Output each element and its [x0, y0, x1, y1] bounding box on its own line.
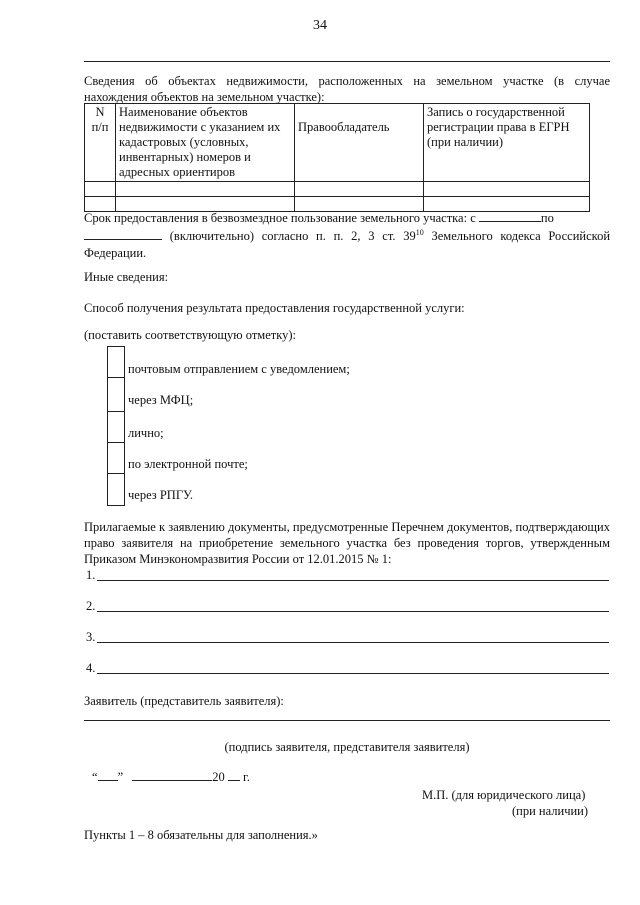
table-row	[85, 182, 590, 197]
doc-line-3-number: 3.	[86, 630, 96, 644]
doc-line-4-field[interactable]	[97, 661, 609, 674]
other-info-label: Иные сведения:	[84, 270, 169, 284]
date-year-prefix: 20	[212, 770, 225, 784]
checkbox-rpgu[interactable]	[107, 473, 125, 506]
table-header-row	[85, 104, 590, 182]
table-cell[interactable]	[295, 182, 424, 197]
date-year-field[interactable]	[228, 768, 240, 781]
doc-line-2-number: 2.	[86, 599, 96, 613]
option-mfc-label: через МФЦ;	[128, 393, 194, 407]
term-text-1: Срок предоставления в безвозмездное пользование земельного участка: с	[84, 211, 476, 225]
term-start-field[interactable]	[479, 209, 541, 222]
option-post-label: почтовым отправлением с уведомлением;	[128, 362, 350, 376]
top-rule	[84, 61, 610, 62]
date-year-suffix: г.	[243, 770, 250, 784]
page-number: 34	[313, 18, 327, 33]
date-month-field[interactable]	[132, 768, 212, 781]
checkbox-mfc[interactable]	[107, 377, 125, 412]
stamp-line-1: М.П. (для юридического лица)	[422, 788, 586, 802]
term-superscript: 10	[415, 227, 424, 237]
doc-line-4-number: 4.	[86, 661, 96, 675]
header-registration: Запись о государственной регистрации права в ЕГРН (при наличии)	[424, 104, 590, 182]
applicant-label: Заявитель (представитель заявителя):	[84, 694, 284, 708]
doc-line-1-number: 1.	[86, 568, 96, 582]
objects-intro: Сведения об объектах недвижимости, расположенных на земельном участке (в случае нахождения объектов на земельном участке):	[84, 74, 610, 104]
header-owner: Правообладатель	[295, 104, 424, 182]
header-num: N п/п	[85, 104, 116, 182]
term-text-2: по	[540, 211, 554, 225]
date-open-quote: “	[92, 770, 98, 784]
applicant-signature-line[interactable]	[84, 708, 610, 721]
term-end-field[interactable]	[84, 227, 162, 240]
option-email-label: по электронной почте;	[128, 457, 248, 471]
term-paragraph	[84, 209, 610, 262]
term-text-4: Земельного кодекса Российской Федерации.	[84, 229, 611, 260]
result-method-label: Способ получения результата предоставления государственной услуги:	[84, 301, 465, 315]
table-cell[interactable]	[424, 182, 590, 197]
doc-line-3-field[interactable]	[97, 630, 609, 643]
date-close-quote: ”	[117, 770, 124, 784]
doc-line-2-field[interactable]	[97, 599, 609, 612]
checkbox-in-person[interactable]	[107, 411, 125, 443]
header-objects: Наименование объектов недвижимости с указанием их кадастровых (условных, инвентарных) номеров и адресных ориентиров	[116, 104, 295, 182]
stamp-line-2: (при наличии)	[512, 804, 589, 818]
date-line	[92, 768, 250, 785]
option-rpgu-label: через РПГУ.	[128, 488, 193, 502]
mark-hint: (поставить соответствующую отметку):	[84, 328, 297, 342]
footer-note: Пункты 1 – 8 обязательны для заполнения.»	[84, 828, 318, 842]
option-in-person-label: лично;	[128, 426, 164, 440]
checkbox-email[interactable]	[107, 442, 125, 474]
signature-caption: (подпись заявителя, представителя заявителя)	[224, 740, 470, 754]
doc-line-1-field[interactable]	[97, 568, 609, 581]
objects-table	[84, 103, 590, 212]
checkbox-post[interactable]	[107, 346, 125, 378]
table-cell[interactable]	[85, 182, 116, 197]
attached-docs-paragraph: Прилагаемые к заявлению документы, предусмотренные Перечнем документов, подтверждающих право заявителя на приобретение земельного участка без проведения торгов, утвержденным Приказом Минэкономразвития России от 12.01.2015 № 1:	[84, 520, 610, 566]
table-cell[interactable]	[116, 182, 295, 197]
date-day-field[interactable]	[98, 768, 118, 781]
term-text-3: (включительно) согласно п. п. 2, 3 ст. 39	[169, 229, 416, 243]
